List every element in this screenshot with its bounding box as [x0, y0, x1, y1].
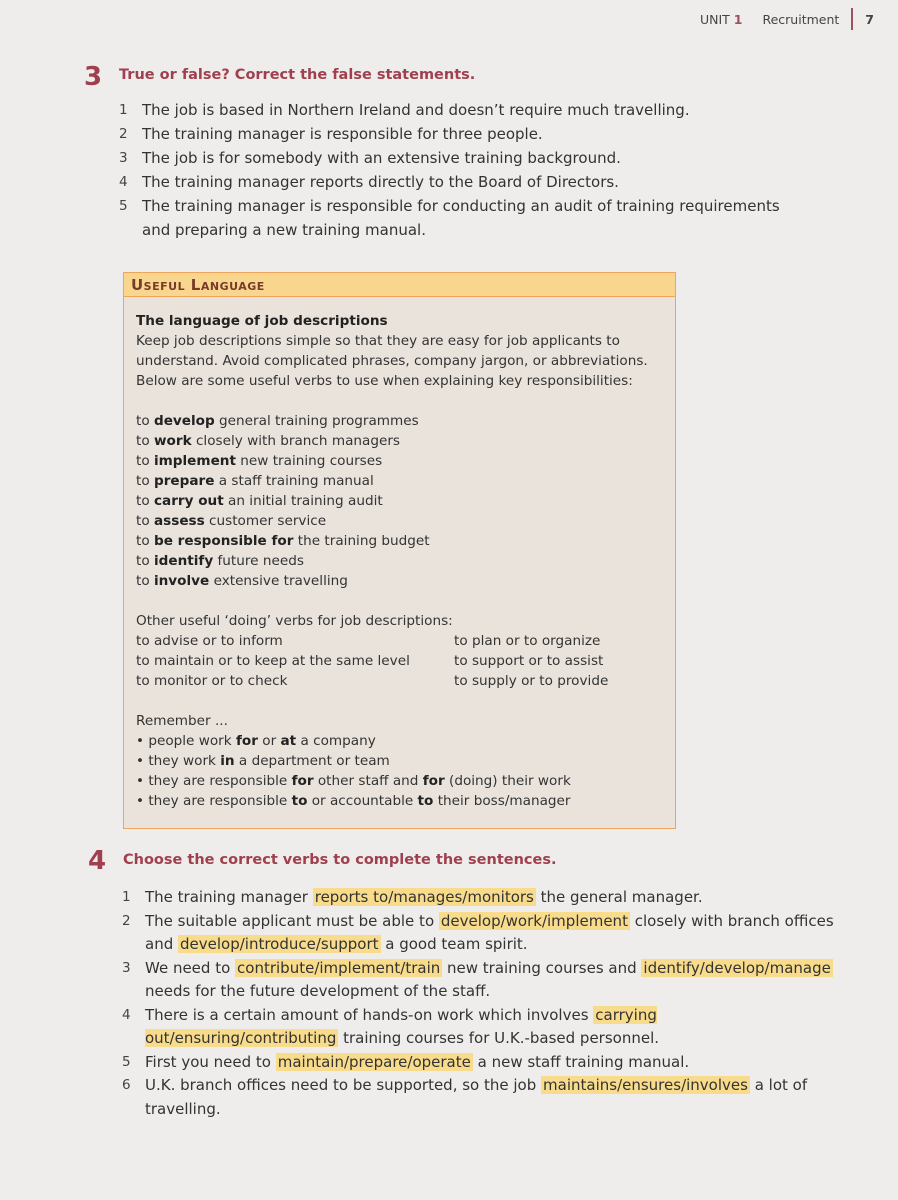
- verb: carry out: [153, 493, 224, 509]
- remember-label: Remember ...: [136, 713, 228, 729]
- exercise-title: True or false? Correct the false statements.: [119, 67, 476, 83]
- verb-prefix: to: [136, 473, 154, 489]
- item-text: [145, 1051, 689, 1075]
- item-number: 3: [122, 959, 131, 976]
- text: training courses for U.K.-based personnel.: [338, 1029, 660, 1047]
- bullet-icon: •: [136, 753, 149, 769]
- text: other staff and: [313, 773, 423, 789]
- verb-object: closely with branch managers: [191, 433, 401, 449]
- verb: assess: [153, 513, 205, 529]
- unit-label: UNIT 1: [699, 11, 743, 27]
- bullet-item: [136, 771, 663, 791]
- bold-word: for: [235, 733, 258, 749]
- text: U.K. branch offices need to be supported, so the job: [145, 1076, 542, 1094]
- verb: be responsible for: [153, 533, 294, 549]
- list-item: [119, 170, 799, 194]
- bullet-item: [136, 791, 663, 811]
- list-item: [122, 1074, 842, 1121]
- verb-choice-highlight: contribute/implement/train: [237, 958, 441, 977]
- text: they work: [148, 753, 221, 769]
- divider: [851, 8, 853, 30]
- verb-choice-highlight: carrying out/ensuring/contributing: [145, 1005, 657, 1047]
- bullet-icon: •: [136, 733, 149, 749]
- list-item: [119, 98, 799, 122]
- other-verb: to plan or to organize: [454, 633, 601, 649]
- item-text: [145, 910, 842, 957]
- verb-phrase: [136, 411, 663, 431]
- verb-object: future needs: [213, 553, 304, 569]
- bold-word: for: [291, 773, 314, 789]
- verb-object: general training programmes: [214, 413, 419, 429]
- other-verb: to maintain or to keep at the same level: [136, 653, 410, 669]
- item-number: 2: [119, 126, 128, 142]
- verb-prefix: to: [136, 533, 154, 549]
- verb: involve: [153, 573, 210, 589]
- text: or: [257, 733, 281, 749]
- other-verb: to monitor or to check: [136, 673, 288, 689]
- verb-object: extensive travelling: [209, 573, 348, 589]
- verb-prefix: to: [136, 453, 154, 469]
- box-heading: The language of job descriptions: [136, 313, 388, 329]
- verb-prefix: to: [136, 553, 154, 569]
- other-verb: to support or to assist: [454, 653, 604, 669]
- verb-object: customer service: [204, 513, 327, 529]
- text: (doing) their work: [444, 773, 571, 789]
- item-number: 2: [122, 912, 131, 929]
- verb-choice-highlight: maintains/ensures/involves: [543, 1076, 748, 1094]
- exercise-number: 4: [88, 846, 107, 876]
- section-title: Recruitment: [762, 11, 840, 27]
- verb: identify: [153, 553, 214, 569]
- verb-choice-highlight: identify/develop/manage: [643, 958, 831, 977]
- item-text: [145, 886, 703, 910]
- text: the general manager.: [535, 888, 703, 906]
- bold-word: to: [417, 793, 434, 809]
- text: a company: [296, 733, 376, 749]
- text: they are responsible: [148, 773, 292, 789]
- verb-phrase: [136, 511, 663, 531]
- item-text: The training manager reports directly to the Board of Directors.: [142, 173, 619, 191]
- verb: develop: [153, 413, 215, 429]
- bullet-item: [136, 751, 663, 771]
- verb: work: [153, 433, 192, 449]
- other-heading: Other useful ‘doing’ verbs for job descriptions:: [136, 613, 453, 629]
- bold-word: in: [220, 753, 235, 769]
- bold-word: to: [291, 793, 308, 809]
- text: The suitable applicant must be able to: [145, 911, 439, 930]
- item-text: [145, 957, 842, 1004]
- useful-language-box: [123, 272, 676, 829]
- text: their boss/manager: [433, 793, 571, 809]
- text: new training courses and: [442, 958, 642, 977]
- text: closely with branch offices and: [145, 911, 834, 953]
- item-number: 6: [122, 1077, 131, 1093]
- list-item: [122, 957, 842, 1004]
- exercise-3-list: [119, 98, 799, 242]
- verb-prefix: to: [136, 513, 154, 529]
- item-number: 5: [122, 1053, 131, 1070]
- verb-choice-highlight: maintain/prepare/operate: [277, 1052, 471, 1071]
- item-number: 5: [119, 198, 128, 214]
- item-text: The job is based in Northern Ireland and doesn’t require much travelling.: [142, 101, 690, 119]
- intro-line: Below are some useful verbs to use when explaining key responsibilities:: [136, 373, 633, 389]
- list-item: [122, 1004, 842, 1051]
- other-verb: to supply or to provide: [454, 673, 609, 689]
- verb-choice-highlight: reports to/manages/monitors: [314, 888, 534, 906]
- verb-phrase: [136, 491, 663, 511]
- item-number: 4: [122, 1006, 131, 1023]
- verb-phrase: [136, 431, 663, 451]
- text: a lot of travelling.: [145, 1076, 808, 1118]
- item-text: The job is for somebody with an extensive training background.: [142, 149, 621, 167]
- list-item: [119, 146, 799, 170]
- verb-phrase: [136, 471, 663, 491]
- item-number: 4: [119, 174, 128, 190]
- exercise-title: Choose the correct verbs to complete the sentences.: [123, 852, 557, 868]
- item-number: 1: [119, 102, 128, 118]
- verb-object: a staff training manual: [214, 473, 374, 489]
- verb-prefix: to: [136, 433, 154, 449]
- text: First you need to: [145, 1052, 276, 1071]
- exercise-4-list: [122, 886, 842, 1121]
- item-text: The training manager is responsible for conducting an audit of training requirements and preparing a new training manual.: [142, 197, 780, 239]
- verb: prepare: [153, 473, 215, 489]
- text: people work: [148, 733, 236, 749]
- intro-line: Keep job descriptions simple so that they are easy for job applicants to: [136, 333, 620, 349]
- verb-prefix: to: [136, 493, 154, 509]
- verb-choice-highlight: develop/work/implement: [440, 911, 628, 930]
- intro-line: understand. Avoid complicated phrases, company jargon, or abbreviations.: [136, 353, 648, 369]
- page-header: [700, 8, 874, 30]
- verb-choice-highlight: develop/introduce/support: [180, 935, 379, 953]
- text: or accountable: [307, 793, 418, 809]
- verb: implement: [153, 453, 236, 469]
- bullet-icon: •: [136, 793, 149, 809]
- text: needs for the future development of the staff.: [145, 982, 491, 1000]
- text: There is a certain amount of hands-on work which involves: [145, 1005, 594, 1024]
- bullet-icon: •: [136, 773, 149, 789]
- item-number: 1: [122, 889, 131, 905]
- verb-prefix: to: [136, 573, 154, 589]
- text: a department or team: [234, 753, 390, 769]
- list-item: [119, 122, 799, 146]
- bullet-item: [136, 731, 663, 751]
- verb-object: the training budget: [293, 533, 430, 549]
- verb-prefix: to: [136, 413, 154, 429]
- text: they are responsible: [148, 793, 292, 809]
- bold-word: at: [280, 733, 297, 749]
- text: a good team spirit.: [380, 935, 528, 953]
- list-item: [122, 1051, 842, 1075]
- other-verb: to advise or to inform: [136, 633, 283, 649]
- bold-word: for: [422, 773, 445, 789]
- verb-object: new training courses: [235, 453, 383, 469]
- item-number: 3: [119, 150, 128, 166]
- text: The training manager: [145, 888, 313, 906]
- verb-phrase: [136, 451, 663, 471]
- page-number: 7: [865, 11, 874, 27]
- verb-phrase: [136, 551, 663, 571]
- verb-phrase: [136, 531, 663, 551]
- item-text: [145, 1004, 842, 1051]
- text: a new staff training manual.: [472, 1052, 690, 1071]
- item-text: The training manager is responsible for three people.: [142, 125, 543, 143]
- verb-object: an initial training audit: [223, 493, 383, 509]
- list-item: [122, 910, 842, 957]
- verb-phrase: [136, 571, 663, 591]
- box-title: Useful Language: [124, 273, 675, 297]
- exercise-number: 3: [84, 62, 103, 92]
- list-item: [122, 886, 842, 910]
- list-item: [119, 194, 799, 242]
- item-text: [145, 1074, 842, 1121]
- text: We need to: [145, 958, 236, 977]
